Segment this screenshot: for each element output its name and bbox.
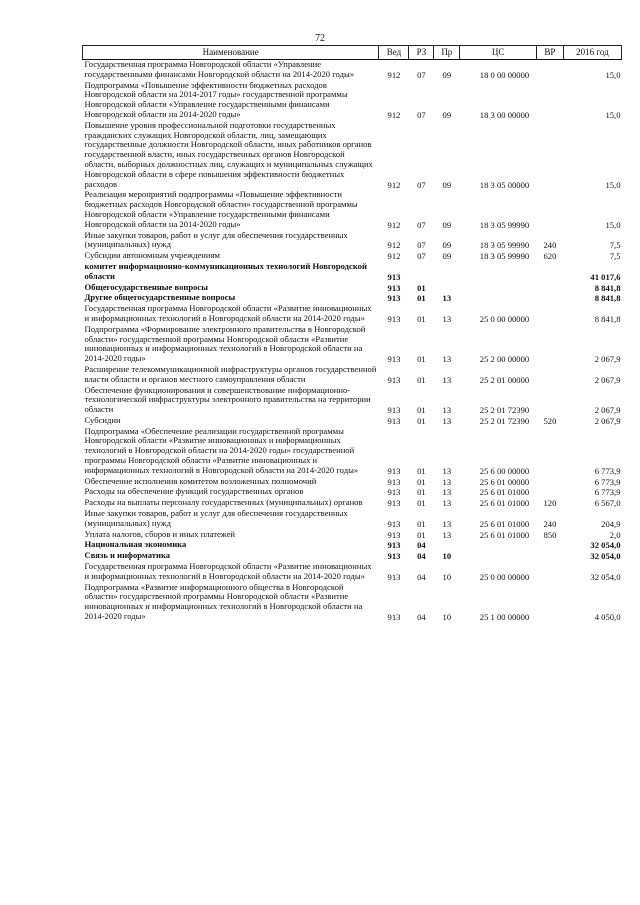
row-rz: 04 [417, 551, 426, 562]
row-name: Государственная программа Новгородской области «Развитие инновационных и информационных технологий в Новгородской области на 2014-2020 годы» [84, 561, 372, 581]
row-pr: 13 [442, 529, 452, 540]
row-rz: 01 [417, 487, 426, 498]
row-sum: 8 841,8 [594, 293, 621, 304]
row-sum: 7,5 [609, 240, 621, 251]
row-rz: 01 [417, 518, 426, 529]
row-vr [536, 487, 563, 498]
row-vr [536, 293, 563, 304]
row-pr: 09 [442, 69, 452, 80]
row-vr: 240 [543, 518, 557, 529]
row-cs: 18 3 05 99990 [479, 251, 530, 262]
row-ved: 913 [387, 476, 401, 487]
row-name: Национальная экономика [84, 539, 187, 550]
row-ved: 913 [387, 518, 401, 529]
row-rz: 01 [417, 374, 426, 385]
table-body [83, 60, 622, 623]
row-name: комитет информационно-коммуникационных технологий Новгородской области [84, 260, 367, 281]
row-rz: 01 [417, 529, 426, 540]
row-vr [536, 540, 563, 551]
row-pr: 09 [442, 179, 452, 190]
row-sum: 32 054,0 [590, 551, 621, 562]
row-name: Иные закупки товаров, работ и услуг для обеспечения государственных (муниципальных) нужд [84, 508, 348, 528]
row-sum: 6 567,0 [594, 498, 621, 509]
row-name: Расходы на выплаты персоналу государственных (муниципальных) органов [84, 497, 363, 508]
row-vr: 240 [543, 240, 557, 251]
row-cs: 25 6 01 01000 [479, 518, 530, 529]
row-ved: 913 [387, 282, 401, 293]
row-cs: 25 6 01 00000 [479, 476, 530, 487]
row-cs: 25 6 01 01000 [479, 498, 530, 509]
row-pr: 09 [442, 240, 452, 251]
row-vr [536, 477, 563, 488]
row-ved: 913 [387, 271, 401, 282]
row-rz [409, 262, 434, 283]
row-sum: 15,0 [605, 219, 621, 230]
row-name: Субсидии автономным учреждениям [84, 250, 220, 261]
row-name: Расширение телекоммуникационной инфраструктуры органов государственной власти области и органов местного самоуправления области [84, 363, 377, 384]
table-row [83, 60, 622, 81]
header-name: Наименование [83, 46, 379, 60]
row-name: Связь и информатика [84, 550, 171, 561]
row-ved: 913 [387, 571, 401, 582]
row-ved: 913 [387, 465, 401, 476]
row-pr: 10 [442, 612, 452, 623]
row-rz: 01 [417, 293, 426, 304]
row-vr: 520 [543, 415, 557, 426]
row-vr [536, 262, 563, 283]
row-ved: 913 [387, 551, 401, 562]
table-row [83, 231, 622, 252]
table-row [83, 365, 622, 386]
row-cs: 25 1 00 00000 [479, 612, 530, 623]
row-rz: 01 [417, 415, 426, 426]
row-sum: 204,9 [601, 518, 621, 529]
row-ved: 913 [387, 354, 401, 365]
header-pr: Пр [434, 46, 460, 60]
row-name: Государственная программа Новгородской области «Управление государственными финансами Новгородской области на 2014-2020 годы» [84, 59, 355, 79]
row-pr: 13 [442, 293, 452, 304]
row-sum: 4 050,0 [594, 612, 621, 623]
row-name: Реализация мероприятий подпрограммы «Повышение эффективности бюджетных расходов Новгородской области» государственной программы Новгородской области «Управление государственными финансами Новгородской области на 2014-2020 годы» [84, 189, 358, 229]
row-name: Подпрограмма «Развитие информационного общества в Новгородской области» государственной программы Новгородской области «Развитие инновационных и информационных технологий в Новгородской области на 2014-2020 годы» [84, 581, 363, 622]
row-pr: 09 [442, 219, 452, 230]
row-rz: 01 [417, 498, 426, 509]
row-sum: 7,5 [609, 251, 621, 262]
row-rz: 07 [417, 179, 426, 190]
header-vr: ВР [536, 46, 563, 60]
row-ved: 912 [387, 240, 401, 251]
row-name: Иные закупки товаров, работ и услуг для обеспечения государственных (муниципальных) нужд [84, 229, 348, 250]
row-cs: 25 6 00 00000 [479, 465, 530, 476]
row-name: Обеспечение функционирования и совершенствование информационно-технологической инфраструктуры электронного правительства на территории области [84, 384, 371, 415]
row-vr [536, 562, 563, 583]
row-vr [536, 365, 563, 386]
row-ved: 913 [387, 374, 401, 385]
row-ved: 913 [387, 415, 401, 426]
row-pr [434, 262, 460, 283]
row-name: Государственная программа Новгородской области «Развитие инновационных и информационных технологий в Новгородской области на 2014-2020 годы» [84, 303, 372, 323]
row-name: Обеспечение исполнения комитетом возложенных полномочий [84, 475, 317, 486]
row-rz: 04 [417, 540, 426, 551]
row-pr: 13 [442, 415, 452, 426]
row-cs: 25 2 00 00000 [479, 354, 530, 365]
table-row [83, 121, 622, 191]
table-row [83, 562, 622, 583]
table-row [83, 262, 622, 283]
row-name: Общегосударственные вопросы [84, 281, 208, 292]
row-name: Субсидии [84, 414, 121, 425]
row-vr [536, 583, 563, 623]
row-sum: 41 017,6 [590, 271, 621, 282]
row-rz: 07 [417, 109, 426, 120]
budget-table [82, 45, 622, 623]
row-sum: 2 067,9 [594, 374, 621, 385]
row-name: Уплата налогов, сборов и иных платежей [84, 528, 236, 539]
row-cs: 25 0 00 00000 [479, 313, 530, 324]
header-ved: Вед [379, 46, 409, 60]
row-sum: 2 067,9 [594, 405, 621, 416]
header-year: 2016 год [563, 46, 621, 60]
row-vr: 120 [543, 498, 557, 509]
row-pr: 09 [442, 251, 452, 262]
row-name: Подпрограмма «Обеспечение реализации государственной программы Новгородской области «Развитие инновационных и информационных технологий в Новгородской области на 2014-2020 годы» государственной программы Новгородской области «Развитие инновационных и информационных технологий в Новгородской области на 2014-2020 годы» [84, 425, 359, 475]
row-ved: 913 [387, 612, 401, 623]
row-cs: 25 6 01 01000 [479, 529, 530, 540]
row-ved: 913 [387, 405, 401, 416]
header-cs: ЦС [460, 46, 537, 60]
row-pr: 09 [442, 109, 452, 120]
row-vr: 850 [543, 529, 557, 540]
row-cs: 18 3 00 00000 [479, 109, 530, 120]
row-ved: 912 [387, 179, 401, 190]
table-row [83, 509, 622, 530]
row-name: Повышение уровня профессиональной подготовки государственных гражданских служащих Новгородской области, лиц, замещающих государственные должности Новгородской области, иных работников органов государственной власти, иных государственных органов Новгородской области, выборных должностных лиц, служащих и муниципальных служащих Новгородской области в сфере повышения эффективности бюджетных расходов [84, 119, 373, 189]
row-name: Другие общегосударственные вопросы [84, 292, 236, 303]
row-pr: 13 [442, 476, 452, 487]
table-row [83, 304, 622, 325]
row-ved: 913 [387, 529, 401, 540]
row-rz: 01 [417, 405, 426, 416]
row-ved: 913 [387, 498, 401, 509]
row-cs: 25 2 01 00000 [479, 374, 530, 385]
row-pr: 13 [442, 405, 452, 416]
header-rz: РЗ [409, 46, 434, 60]
row-pr: 13 [442, 354, 452, 365]
row-cs: 18 3 05 00000 [479, 179, 530, 190]
table-row [83, 427, 622, 477]
table-row [83, 81, 622, 121]
row-sum: 8 841,8 [594, 282, 621, 293]
row-vr [536, 304, 563, 325]
row-sum: 2,0 [609, 529, 621, 540]
row-pr: 13 [442, 465, 452, 476]
row-pr: 13 [442, 487, 452, 498]
row-ved: 913 [387, 487, 401, 498]
row-name: Подпрограмма «Формирование электронного правительства в Новгородской области» государственной программы Новгородской области «Развитие инновационных и информационных технологий в Новгородской области на 2014-2020 годы» [84, 323, 366, 364]
row-pr [434, 540, 460, 551]
row-sum: 2 067,9 [594, 415, 621, 426]
row-vr [536, 121, 563, 191]
table-row [83, 386, 622, 416]
row-ved: 912 [387, 69, 401, 80]
row-pr: 10 [442, 551, 452, 562]
row-sum: 6 773,9 [594, 476, 621, 487]
row-rz: 01 [417, 476, 426, 487]
row-vr [536, 325, 563, 365]
row-rz: 04 [417, 571, 426, 582]
row-sum: 6 773,9 [594, 487, 621, 498]
row-rz: 07 [417, 240, 426, 251]
table-row [83, 325, 622, 365]
row-ved: 912 [387, 109, 401, 120]
row-vr [536, 190, 563, 230]
row-rz: 04 [417, 612, 426, 623]
page-number: 72 [315, 33, 325, 44]
row-cs [460, 551, 537, 562]
row-cs: 18 3 05 99990 [479, 219, 530, 230]
row-pr: 13 [442, 313, 452, 324]
row-rz: 01 [417, 313, 426, 324]
row-vr [536, 551, 563, 562]
row-cs [460, 262, 537, 283]
row-pr [434, 283, 460, 294]
row-rz: 01 [417, 282, 426, 293]
row-sum: 8 841,8 [594, 313, 621, 324]
row-ved: 912 [387, 219, 401, 230]
row-sum: 15,0 [605, 69, 621, 80]
row-rz: 01 [417, 354, 426, 365]
row-rz: 07 [417, 219, 426, 230]
row-sum: 32 054,0 [590, 540, 621, 551]
row-ved: 913 [387, 293, 401, 304]
row-pr: 13 [442, 518, 452, 529]
row-cs [460, 283, 537, 294]
row-cs: 25 0 00 00000 [479, 571, 530, 582]
row-pr: 10 [442, 571, 452, 582]
table-header [83, 46, 622, 60]
row-ved: 913 [387, 313, 401, 324]
row-sum: 15,0 [605, 109, 621, 120]
row-pr: 13 [442, 498, 452, 509]
row-vr: 620 [543, 251, 557, 262]
row-cs: 25 2 01 72390 [479, 415, 530, 426]
row-cs: 25 2 01 72390 [479, 405, 530, 416]
row-cs: 18 3 05 99990 [479, 240, 530, 251]
row-sum: 2 067,9 [594, 354, 621, 365]
row-rz: 01 [417, 465, 426, 476]
row-rz: 07 [417, 251, 426, 262]
table-row [83, 190, 622, 230]
row-sum: 6 773,9 [594, 465, 621, 476]
row-name: Подпрограмма «Повышение эффективности бюджетных расходов Новгородской области на 2014-2017 годы» государственной программы Новгородской области «Управление государственными финансами Новгородской области на 2014-2020 годы» [84, 79, 348, 119]
row-vr [536, 427, 563, 477]
row-sum: 32 054,0 [590, 571, 621, 582]
row-name: Расходы на обеспечение функций государственных органов [84, 486, 304, 497]
row-cs: 18 0 00 00000 [479, 69, 530, 80]
row-pr: 13 [442, 374, 452, 385]
row-ved: 912 [387, 251, 401, 262]
row-cs [460, 540, 537, 551]
row-sum: 15,0 [605, 179, 621, 190]
row-cs [460, 293, 537, 304]
row-vr [536, 60, 563, 81]
row-cs: 25 6 01 01000 [479, 487, 530, 498]
row-vr [536, 81, 563, 121]
row-vr [536, 386, 563, 416]
table-row [83, 583, 622, 623]
row-vr [536, 283, 563, 294]
row-ved: 913 [387, 540, 401, 551]
row-rz: 07 [417, 69, 426, 80]
